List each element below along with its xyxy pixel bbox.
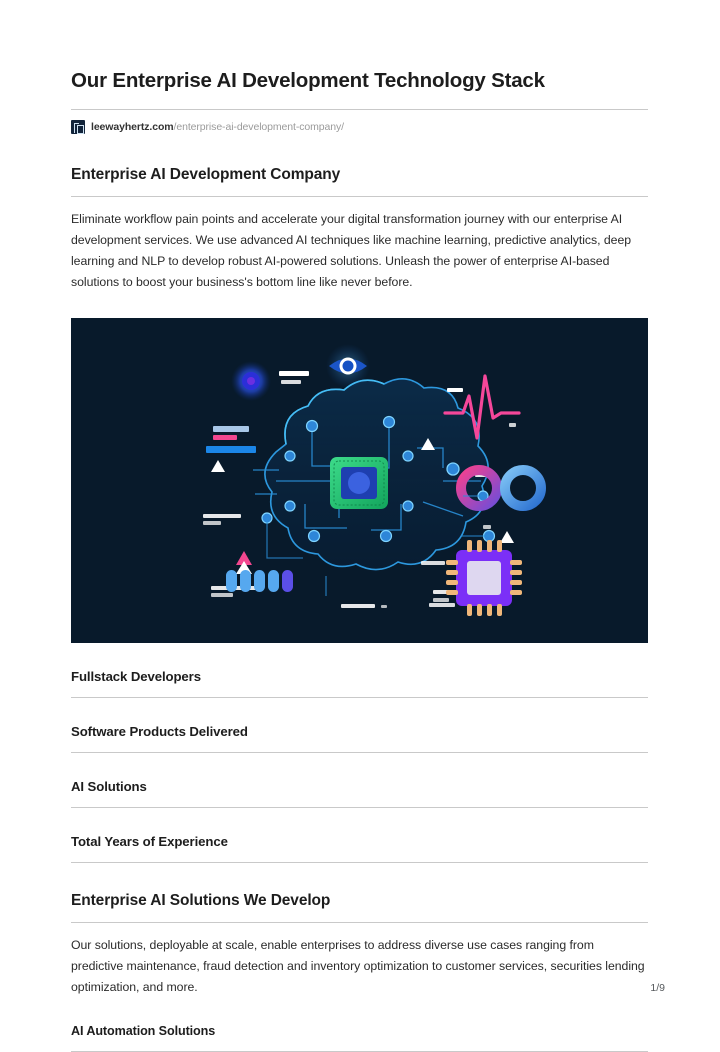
stat-item — [71, 834, 648, 863]
stat-item — [71, 669, 648, 698]
source-url[interactable] — [71, 118, 648, 136]
page-title: Our Enterprise AI Development Technology Stack — [71, 69, 545, 92]
stat-item — [71, 724, 648, 753]
section-divider — [71, 196, 648, 197]
page-indicator: 1/9 — [650, 982, 665, 994]
stat-item — [71, 779, 648, 808]
eye-icon — [326, 344, 370, 388]
section-divider — [71, 922, 648, 923]
stat-label-total-years-of-experience: Total Years of Experience — [71, 833, 228, 849]
title-divider — [71, 109, 648, 110]
stat-label-ai-solutions: AI Solutions — [71, 778, 147, 794]
pill-bar-group — [226, 570, 293, 592]
stat-divider — [71, 752, 648, 753]
stat-label-software-products-delivered: Software Products Delivered — [71, 723, 248, 739]
section-heading-solutions: Enterprise AI Solutions We Develop — [71, 891, 331, 909]
stat-label-fullstack-developers: Fullstack Developers — [71, 668, 201, 684]
url-domain: leewayhertz.com — [91, 121, 174, 133]
page-content — [71, 0, 648, 1052]
subsection-item — [71, 1024, 648, 1052]
url-path: /enterprise-ai-development-company/ — [173, 121, 344, 133]
section-body-company: Eliminate workflow pain points and accelerate your digital transformation journey with our enterprise AI development services. We use advanced AI techniques like machine learning, predictive analytics, deep learning and NLP to develop robust AI-powered solutions. Unleash the power of enterprise AI-based solutions to boost your business's bottom line like never before. — [71, 212, 632, 290]
hero-illustration — [71, 318, 648, 643]
hero-illustration-svg — [71, 318, 648, 643]
stat-divider — [71, 697, 648, 698]
central-cpu-chip — [330, 457, 388, 509]
glow-orb — [231, 361, 271, 401]
section-body-solutions: Our solutions, deployable at scale, enable enterprises to address diverse use cases ranging from predictive maintenance, fraud detection and inventory optimization to customer services, securities lending optimization, and more. — [71, 937, 645, 994]
subsection-label-ai-automation-solutions: AI Automation Solutions — [71, 1023, 216, 1038]
leewayhertz-logo-icon — [71, 120, 85, 134]
section-heading-company: Enterprise AI Development Company — [71, 166, 341, 183]
stat-divider — [71, 807, 648, 808]
stat-divider — [71, 862, 648, 863]
